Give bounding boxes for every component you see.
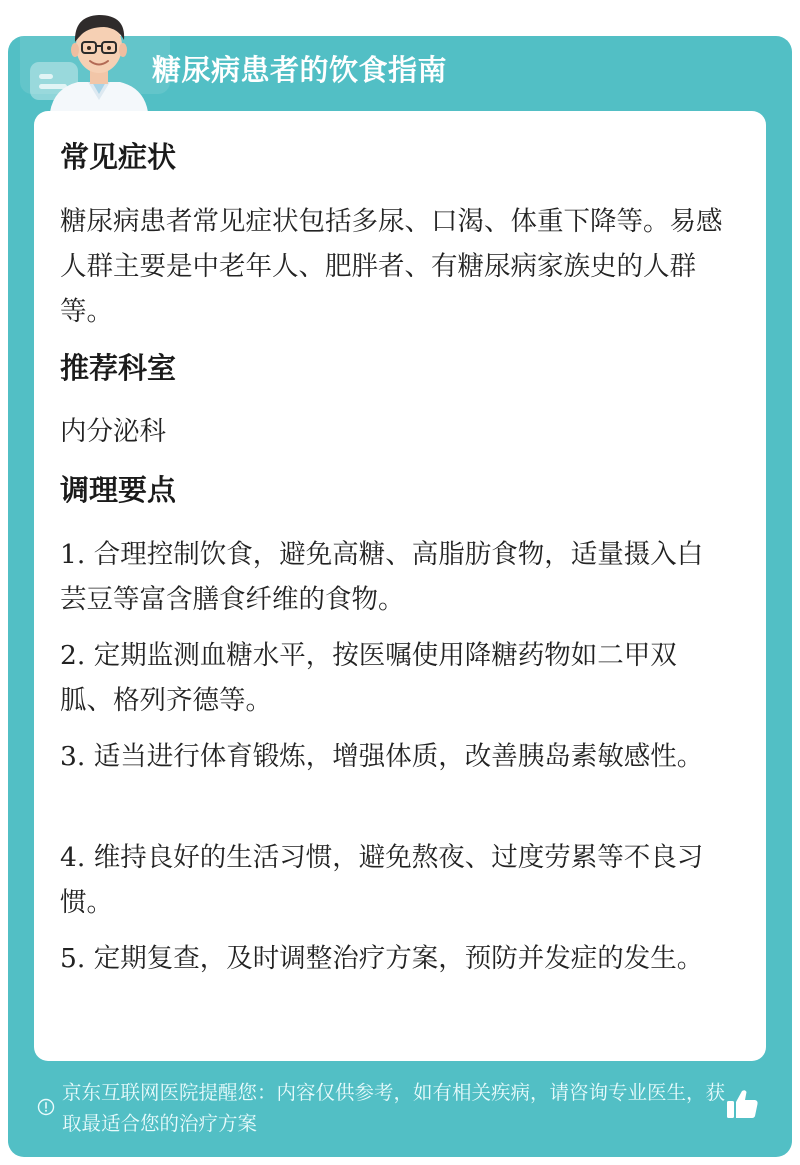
- care-item-number: 4.: [60, 842, 86, 873]
- page-title: 糖尿病患者的饮食指南: [152, 53, 448, 87]
- care-item-text: 定期监测血糖水平，按医嘱使用降糖药物如二甲双胍、格列齐德等。: [60, 640, 677, 716]
- department-heading: 推荐科室: [60, 351, 177, 385]
- care-item-number: 2.: [60, 640, 86, 671]
- symptoms-text: 糖尿病患者常见症状包括多尿、口渴、体重下降等。易感人群主要是中老年人、肥胖者、有糖尿病家族史的人群等。: [60, 206, 723, 327]
- care-item-number: 5.: [60, 943, 86, 974]
- care-item-number: 1.: [60, 539, 86, 570]
- care-item-text: 合理控制饮食，避免高糖、高脂肪食物，适量摄入白芸豆等富含膳食纤维的食物。: [60, 539, 704, 615]
- symptoms-heading: 常见症状: [60, 140, 177, 174]
- care-item: [60, 835, 728, 925]
- care-item: [60, 532, 728, 622]
- care-item: [60, 936, 728, 981]
- doctor-avatar: [44, 8, 154, 112]
- care-item-number: 3.: [60, 741, 86, 772]
- care-item: [60, 633, 728, 723]
- care-item: [60, 734, 728, 779]
- disclaimer-text: 京东互联网医院提醒您：内容仅供参考，如有相关疾病，请咨询专业医生，获取最适合您的治疗方案: [62, 1081, 726, 1135]
- care-heading: 调理要点: [60, 473, 177, 507]
- info-circle-icon: [37, 1098, 55, 1116]
- department-text: 内分泌科: [60, 416, 166, 447]
- care-item-text: 维持良好的生活习惯，避免熬夜、过度劳累等不良习惯。: [60, 842, 704, 918]
- care-item-text: 定期复查，及时调整治疗方案，预防并发症的发生。: [93, 943, 704, 974]
- care-item-text: 适当进行体育锻炼，增强体质，改善胰岛素敏感性。: [93, 741, 704, 772]
- content-card: [34, 111, 766, 1061]
- thumbs-up-icon[interactable]: [724, 1086, 760, 1122]
